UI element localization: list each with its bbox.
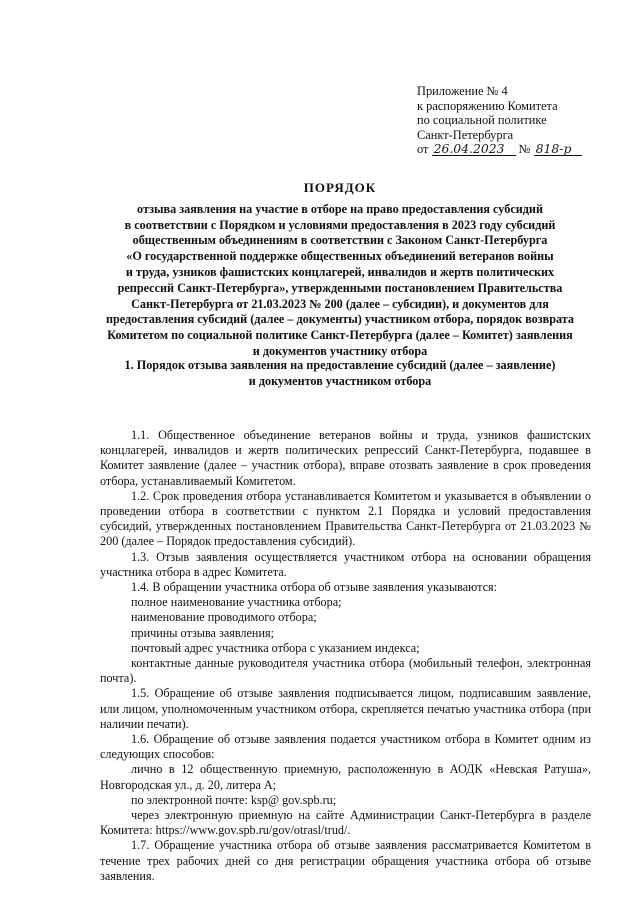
list-item: через электронную приемную на сайте Администрации Санкт-Петербурга в разделе Комитета: https://www.gov.spb.ru/gov/otrasl/trud/. <box>100 808 591 838</box>
annex-block <box>417 84 617 157</box>
handwritten-number: 818-р <box>534 143 582 156</box>
title-line: и документов участнику отбора <box>252 343 428 358</box>
annex-line-date <box>417 142 617 157</box>
title-line: отзыва заявления на участие в отборе на право предоставления субсидий <box>137 201 543 216</box>
title-line: общественным объединениям в соответствии с Законом Санкт-Петербурга <box>132 233 548 248</box>
paragraph-1-1: 1.1. Общественное объединение ветеранов войны и труда, узников фашистских концлагерей, инвалидов и жертв политических репрессий Санкт-Петербурга, подавшее в Комитет заявление (далее – участник отбора), вправе отозвать заявление в срок проведения отбора, устанавливаемый Комитетом. <box>100 428 591 488</box>
paragraph-1-3: 1.3. Отзыв заявления осуществляется участником отбора на основании обращения участника отбора в адрес Комитета. <box>100 549 591 579</box>
title-line: и труда, узников фашистских концлагерей, инвалидов и жертв политических <box>125 264 555 279</box>
annex-line-2: к распоряжению Комитета <box>417 98 558 113</box>
document-title <box>90 180 590 360</box>
annex-line-4: Санкт-Петербурга <box>417 127 514 142</box>
paragraph-1-5: 1.5. Обращение об отзыве заявления подписывается лицом, подписавшим заявление, или лицом, уполномоченным участником отбора, скрепляется печатью участника отбора (при наличии печати). <box>100 686 591 731</box>
title-line: в соответствии с Порядком и условиями предоставления в 2023 году субсидий <box>124 217 556 232</box>
section-1-heading <box>90 358 590 389</box>
list-item: по электронной почте: ksp@ gov.spb.ru; <box>131 792 337 807</box>
list-item: полное наименование участника отбора; <box>131 595 342 610</box>
list-item: контактные данные руководителя участника отбора (мобильный телефон, электронная почта). <box>100 656 591 686</box>
list-item: наименование проводимого отбора; <box>131 610 317 625</box>
annex-line-3: по социальной политике <box>417 113 547 128</box>
title-line: «О государственной поддержке общественных объединений ветеранов войны <box>126 249 554 264</box>
section-heading-line-1: 1. Порядок отзыва заявления на предоставление субсидий (далее – заявление) <box>124 358 556 372</box>
title-line: Санкт-Петербурга от 21.03.2023 № 200 (далее – субсидии), и документов для <box>131 296 549 311</box>
number-label: № <box>518 142 531 157</box>
title-line: Комитетом по социальной политике Санкт-Петербурга (далее – Комитет) заявления <box>107 328 573 343</box>
title-main: ПОРЯДОК <box>303 180 377 195</box>
from-label: от <box>417 142 429 157</box>
list-item: лично в 12 общественную приемную, расположенную в АОДК «Невская Ратуша», Новгородская ул., д. 20, литера А; <box>100 762 591 792</box>
list-item: причины отзыва заявления; <box>131 625 274 640</box>
handwritten-date: 26.04.2023 <box>432 143 516 156</box>
paragraph-1-4: 1.4. В обращении участника отбора об отзыве заявления указываются: <box>131 580 497 595</box>
paragraph-1-7: 1.7. Обращение участника отбора об отзыве заявления рассматривается Комитетом в течение трех рабочих дней со дня регистрации обращения участника отбора об отзыве заявления. <box>100 838 591 883</box>
document-body <box>100 428 591 884</box>
paragraph-1-6: 1.6. Обращение об отзыве заявления подается участником отбора в Комитет одним из следующих способов: <box>100 732 591 762</box>
title-line: репрессий Санкт-Петербурга», утвержденными постановлением Правительства <box>117 280 563 295</box>
list-item: почтовый адрес участника отбора с указанием индекса; <box>131 640 420 655</box>
title-line: предоставления субсидий (далее – документы) участником отбора, порядок возврата <box>105 312 575 327</box>
annex-line-1: Приложение № 4 <box>417 84 508 98</box>
section-heading-line-2: и документов участником отбора <box>248 373 432 388</box>
paragraph-1-2: 1.2. Срок проведения отбора устанавливается Комитетом и указывается в объявлении о проведении отбора в соответствии с пунктом 2.1 Порядка и условий предоставления субсидий, утвержденных постановлением Правительства Санкт-Петербурга от 21.03.2023 № 200 (далее – Порядок предоставления субсидий). <box>100 488 591 549</box>
